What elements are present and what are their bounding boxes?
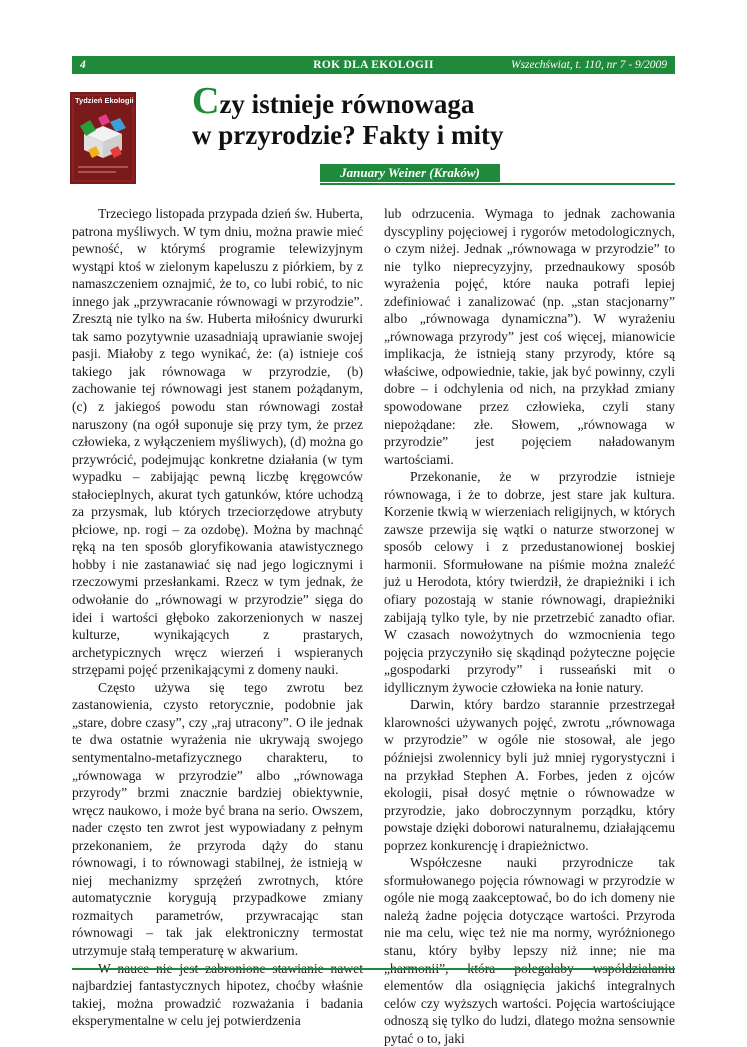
paragraph: lub odrzucenia. Wymaga to jednak zachowania dyscypliny pojęciowej i rygorów metodologicznych, o czym niżej. Jednak „równowaga w przyrodzie” to nie tylko nieprecyzyjny, przednaukowy sposób wyrażenia pojęć, które nauka potrafi lepiej zdefiniować i zanalizować (np. „stan stacjonarny” albo „równowaga dynamiczna”). W wyrażeniu „równowaga przyrody” jest coś więcej, mianowicie implikacja, że istnieją stany przyrody, które są właściwe, odpowiednie, takie, jak być powinny, czyli dobre – i odchylenia od nich, na przykład zmiany spowodowane przez człowieka, czyli stany niepożądane: złe. Słowem, „równowaga w przyrodzie” jest pojęciem naładowanym wartościami. (384, 206, 675, 467)
section-title: ROK DLA EKOLOGII (313, 59, 434, 71)
cover-thumbnail (70, 92, 136, 184)
title-line-1: zy istnieje równowaga (219, 89, 475, 119)
footer-divider (72, 968, 675, 970)
title-initial: C (192, 80, 220, 122)
text-column-right (384, 205, 675, 1046)
journal-reference: Wszechświat, t. 110, nr 7 - 9/2009 (511, 59, 667, 71)
paragraph: Darwin, który bardzo starannie przestrzegał klarowności używanych pojęć, zwrotu „równowaga w przyrodzie” w ogóle nie stosował, ale jego późniejsi zwolennicy byli już mniej rygorystyczni i na przykład Stephen A. Forbes, jeden z ojców ekologii, pisał dosyć mętnie o równowadze w przyrodzie, jako dobroczynnym porządku, który powstaje dzięki doborowi naturalnemu, działającemu poprzez konkurencję i drapieżnictwo. (384, 697, 675, 853)
text-column-left (72, 205, 363, 1029)
paragraph: Przekonanie, że w przyrodzie istnieje równowaga, i że to dobrze, jest stare jak kultura. Korzenie tkwią w wierzeniach religijnych, w których zawsze przewija się wątki o naturze stworzonej w sposób celowy i z przedustanowionej boskiej harmonii. Sformułowane na piśmie można znaleźć już u Herodota, który twierdził, że drapieżniki i ich ofiary pozostają w stanie równowagi, drapieżniki zabijają tylko tyle, by nie przetrzebić zanadto ofiar. W czasach nowożytnych do wzmocnienia tego pojęcia przyczyniło się skądinąd pożyteczne pojęcie „gospodarki przyrody” i russeański mit o idyllicznym żywocie człowieka na łonie natury. (384, 469, 675, 695)
title-line-2: w przyrodzie? Fakty i mity (192, 120, 504, 150)
cover-title: Tydzień Ekologii (75, 96, 134, 105)
author-badge: January Weiner (Kraków) (320, 164, 500, 182)
paragraph: Często używa się tego zwrotu bez zastanowienia, czysto retorycznie, podobnie jak „stare, dobre czasy”, czy „raj utracony”. O ile jednak te dwa ostatnie wyrażenia nie ukrywają swojego sentymentalno-metafizycznego charakteru, to „równowaga w przyrodzie” albo „równowaga przyrody” brzmi znacznie bardziej obiektywnie, wręcz naukowo, i może być brana na serio. Owszem, nader często ten zwrot jest wypowiadany z pełnym przekonaniem, że przyroda dąży do stanu równowagi, i to równowagi stabilnej, że istnieją w niej mechanizmy sprzężeń zwrotnych, które automatycznie korygują przypadkowe zmiany rozmaitych parametrów, przywracając stan równowagi – tak jak elektroniczny termostat utrzymuje stałą temperaturę w akwarium. (72, 679, 363, 958)
author-divider (320, 183, 675, 185)
cover-graphic (70, 92, 136, 184)
header-bar (72, 56, 675, 74)
page-number: 4 (80, 59, 86, 71)
paragraph: Współczesne nauki przyrodnicze tak sformułowanego pojęcia równowagi w przyrodzie w ogóle nie mogą zaakceptować, bo do ich domeny nie należą żadne pojęcia dotyczące wartości. Przyroda nie ma celu, więc też nie ma normy, wyróżnionego stanu, który byłby lepszy niż inne; nie ma elementów dla osiągnięcia jakichś integralnych celów czy wyższych wartości. Pojęcia wartościujące odnoszą się tylko do ludzi, dlatego można sensownie pytać o to, jaki (384, 855, 675, 1046)
paragraph: Trzeciego listopada przypada dzień św. Huberta, patrona myśliwych. W tym dniu, można prawie mieć pewność, w którymś programie telewizyjnym wystąpi ktoś w zielonym kapeluszu z piórkiem, by z namaszczeniem oznajmić, że to, co lubi robić, to nic innego jak „przywracanie równowagi w przyrodzie”. Zresztą nie tylko na św. Huberta miłośnicy dwururki tak samo pozytywnie uzasadniają uprawianie swojej pasji. Miałoby z tego wynikać, że: (a) istnieje coś takiego jak równowaga w przyrodzie, (b) zachowanie tej równowagi jest stanem pożądanym, (c) z jakiegoś powodu stan równowagi został naruszony (na ogół suponuje się przy tym, że przez człowieka, z wyłączeniem myśliwych), (d) można go przywrócić, podejmując konkretne działania (w tym wypadku – zabijając pewną liczbę kręgowców stałocieplnych, akurat tych gatunków, które uchodzą za przysmak, lub których trzeciorzędowe atrybuty płciowe, np. rogi – za ozdobę). Można by machnąć ręką na ten sposób gloryfikowania atawistycznego hobby i nie zastanawiać się nad jego logicznymi i rzeczowymi przesłankami. Rzecz w tym jednak, że odwołanie do „równowagi w przyrodzie” sięga do idei i wartości głęboko zakorzenionych w naszej kulturze, wynikających z prastarych, archetypicznych wręcz wierzeń i wspieranych strzępami pojęć przenikającymi z domeny nauki. (72, 206, 363, 678)
article-title (192, 80, 672, 151)
paragraph: najbardziej fantastycznych hipotez, choćby właśnie takiej, można prowadzić rozważania i badania eksperymentalne w celu jej potwierdzenia (72, 978, 363, 1029)
